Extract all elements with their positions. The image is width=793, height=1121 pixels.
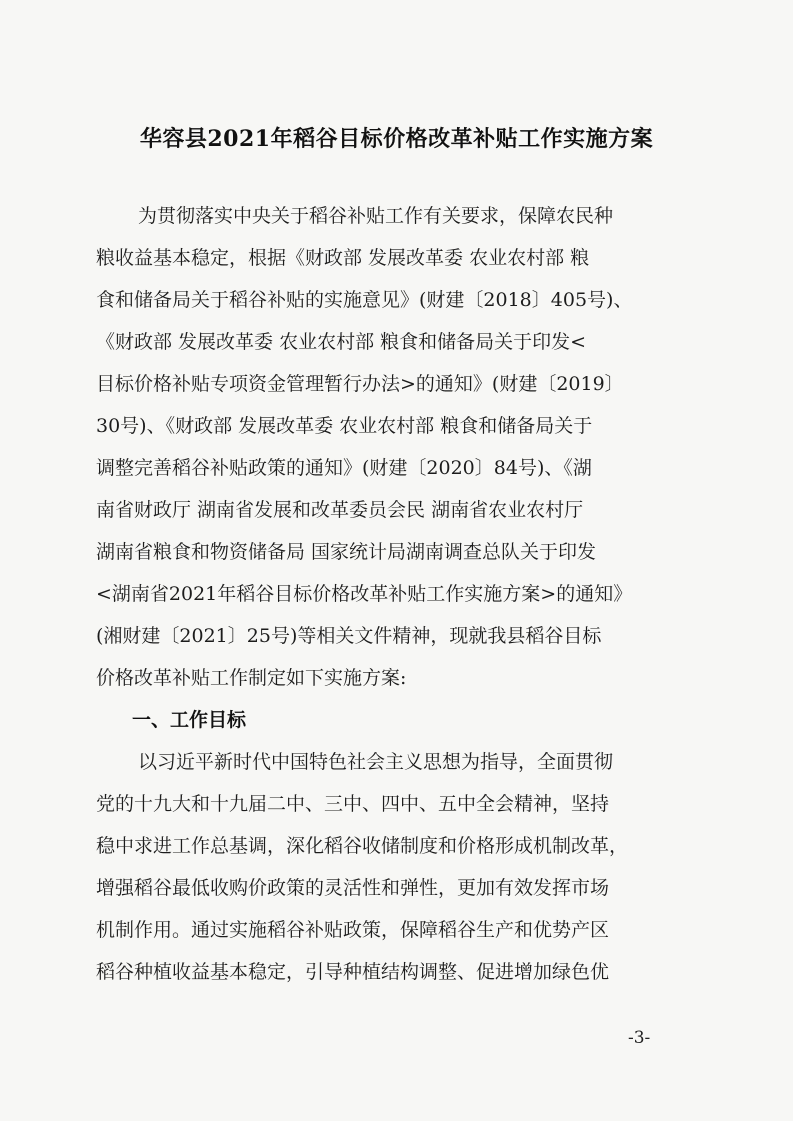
paragraph-line: 湖南省粮食和物资储备局 国家统计局湖南调查总队关于印发: [96, 541, 597, 563]
paragraph-line: 机制作用。通过实施稻谷补贴政策，保障稻谷生产和优势产区: [96, 919, 610, 941]
paragraph-line: 增强稻谷最低收购价政策的灵活性和弹性，更加有效发挥市场: [96, 877, 610, 899]
paragraph-line: 稻谷种植收益基本稳定，引导种植结构调整、促进增加绿色优: [96, 961, 610, 983]
paragraph-line: 南省财政厅 湖南省发展和改革委员会民 湖南省农业农村厅: [96, 499, 584, 521]
paragraph-line: 为贯彻落实中央关于稻谷补贴工作有关要求，保障农民种: [138, 205, 614, 227]
paragraph-line: 30号)、《财政部 发展改革委 农业农村部 粮食和储备局关于: [96, 415, 593, 437]
document-title: 华容县2021年稻谷目标价格改革补贴工作实施方案: [139, 126, 654, 152]
section-heading: 一、工作目标: [132, 709, 247, 731]
paragraph-line: 以习近平新时代中国特色社会主义思想为指导，全面贯彻: [138, 751, 614, 773]
paragraph-line: 食和储备局关于稻谷补贴的实施意见》(财建〔2018〕405号)、: [96, 289, 633, 311]
paragraph-line: (湘财建〔2021〕25号)等相关文件精神，现就我县稻谷目标: [96, 625, 602, 647]
paragraph-line: 调整完善稻谷补贴政策的通知》(财建〔2020〕84号)、《湖: [96, 457, 592, 479]
paragraph-line: <湖南省2021年稻谷目标价格改革补贴工作实施方案>的通知》: [96, 583, 633, 605]
paragraph-line: 目标价格补贴专项资金管理暂行办法>的通知》(财建〔2019〕: [96, 373, 624, 395]
paragraph-line: 《财政部 发展改革委 农业农村部 粮食和储备局关于印发<: [96, 331, 587, 353]
page-number: -3-: [628, 1028, 651, 1048]
paragraph-line: 党的十九大和十九届二中、三中、四中、五中全会精神，坚持: [96, 793, 610, 815]
paragraph-line: 粮收益基本稳定，根据《财政部 发展改革委 农业农村部 粮: [96, 247, 590, 269]
paragraph-line: 稳中求进工作总基调，深化稻谷收储制度和价格形成机制改革，: [96, 835, 629, 857]
paragraph-line: 价格改革补贴工作制定如下实施方案:: [96, 667, 407, 689]
